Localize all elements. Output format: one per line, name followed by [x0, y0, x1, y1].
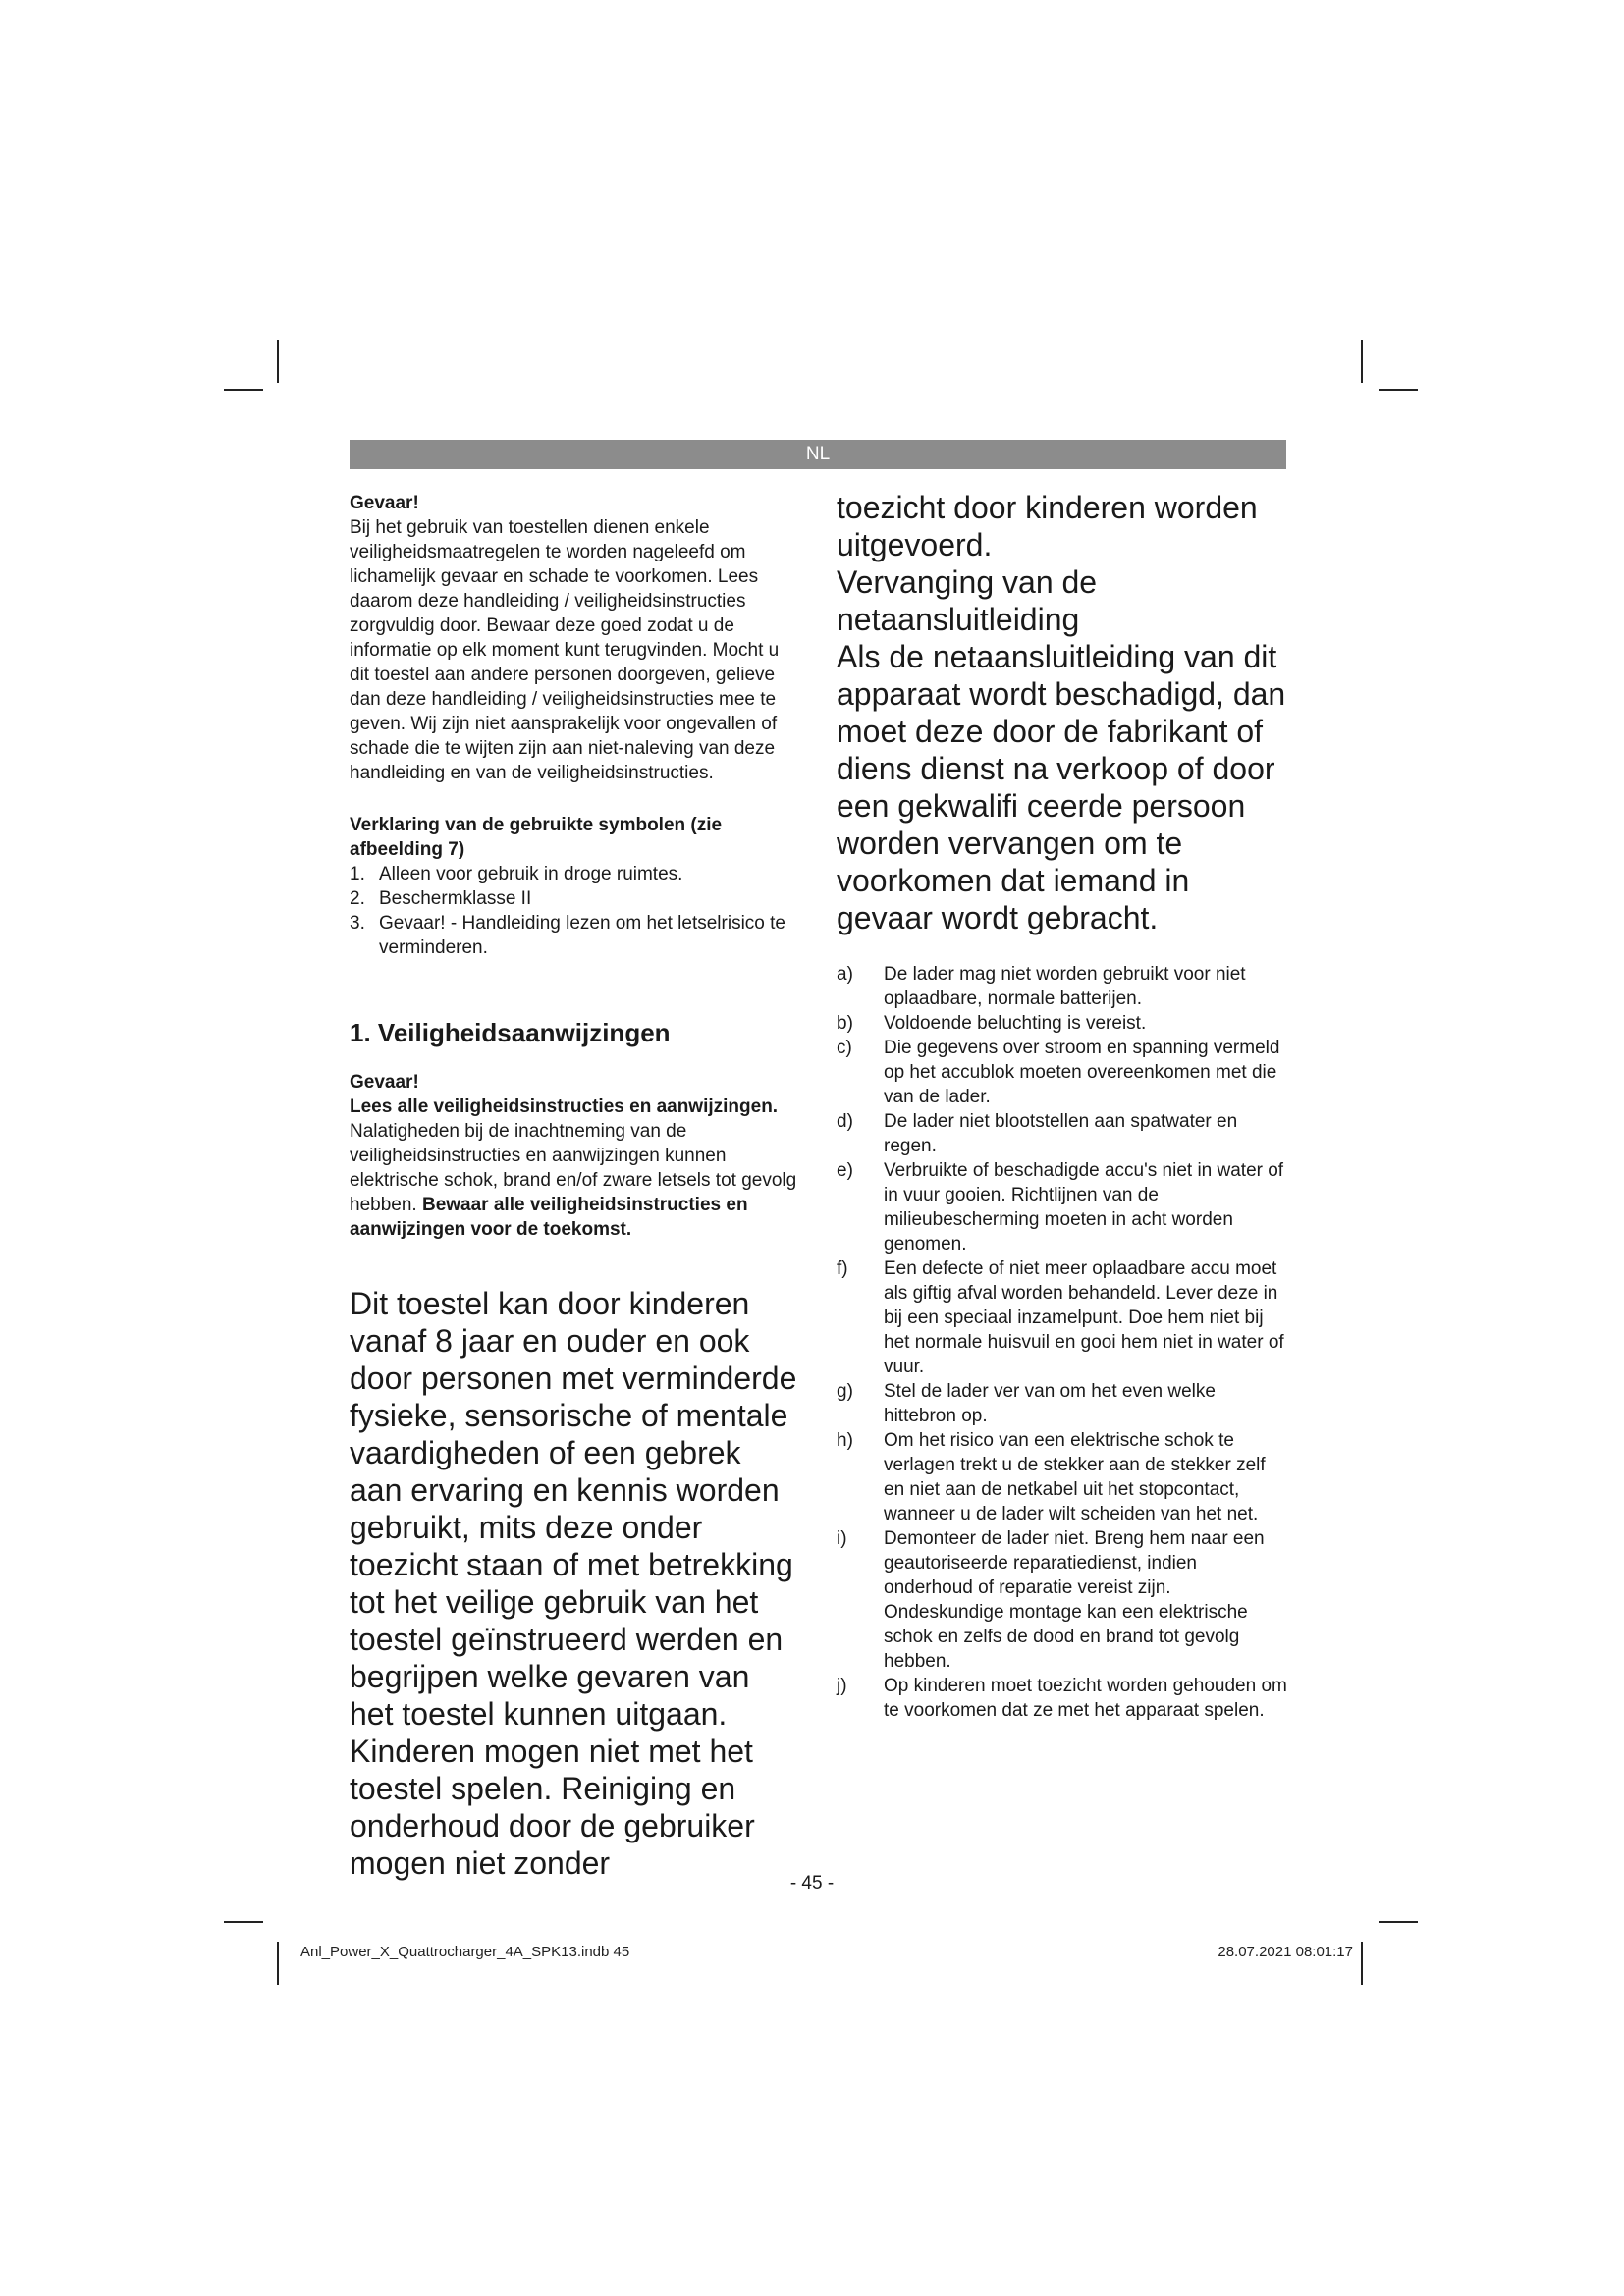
chapter-title: 1. Veiligheidsaanwijzingen [350, 1018, 671, 1047]
right-column [837, 489, 1288, 1723]
list-item: j) Op kinderen moet toezicht worden gehouden om te voorkomen dat ze met het apparaat spelen. [837, 1676, 1287, 1721]
list-item: b) Voldoende beluchting is vereist. [837, 1013, 1147, 1034]
cable-replacement-title: Vervanging van de netaansluitleiding [837, 564, 1098, 637]
list-item: f) Een defecte of niet meer oplaadbare accu moet als giftig afval worden behandeld. Lever deze in bij een speciaal inzamelpunt. Doe hem niet bij het normale huisvuil en gooi hem niet in water of vuur. [837, 1258, 1284, 1377]
list-item: 1. Alleen voor gebruik in droge ruimtes. [350, 864, 683, 884]
list-item: h) Om het risico van een elektrische schok te verlagen trekt u de stekker aan de stekker zelf en niet aan de netkabel uit het stopcontact, wanneer u de lader wilt scheiden van het net. [837, 1430, 1266, 1524]
children-notice-continued: toezicht door kinderen worden uitgevoerd. [837, 490, 1258, 562]
language-header: NL [350, 440, 1286, 469]
crop-mark [1361, 340, 1363, 383]
crop-mark [1379, 1921, 1418, 1923]
left-column [350, 491, 797, 1882]
crop-mark [277, 340, 279, 383]
chapter-body: Lees alle veiligheidsinstructies en aanwijzingen. Nalatigheden bij de inachtneming van de veiligheidsinstructies en aanwijzingen kunnen elektrische schok, brand en/of zware letsels tot gevolg hebben. Bewaar alle veiligheidsinstructies en aanwijzingen voor de toekomst. [350, 1096, 797, 1240]
crop-mark [1379, 389, 1418, 391]
list-item: e) Verbruikte of beschadigde accu's niet in water of in vuur gooien. Richtlijnen van de milieubescherming moeten in acht worden genomen. [837, 1160, 1284, 1255]
chapter-warning: Gevaar! [350, 1072, 419, 1093]
symbols-list [350, 862, 797, 960]
safety-list [837, 962, 1288, 1723]
warning-body: Bij het gebruik van toestellen dienen enkele veiligheidsmaatregelen te worden nageleefd om lichamelijk gevaar en schade te voorkomen. Lees daarom deze handleiding / veiligheidsinstructies zorgvuldig door. Bewaar deze goed zodat u de informatie op elk moment kunt terugvinden. Mocht u dit toestel aan andere personen doorgeven, gelieve dan deze handleiding / veiligheidsinstructies mee te geven. Wij zijn niet aansprakelijk voor ongevallen of schade die te wijten zijn aan niet-naleving van deze handleiding en van de veiligheidsinstructies. [350, 517, 780, 783]
list-item: d) De lader niet blootstellen aan spatwater en regen. [837, 1111, 1238, 1156]
crop-mark [224, 1921, 263, 1923]
crop-mark [1361, 1942, 1363, 1985]
warning-title: Gevaar! [350, 493, 419, 513]
cable-replacement-body: Als de netaansluitleiding van dit apparaat wordt beschadigd, dan moet deze door de fabrikant of diens dienst na verkoop of door een gekwalifi ceerde persoon worden vervangen om te voorkomen dat iemand in gevaar wordt gebracht. [837, 639, 1286, 935]
page-number: - 45 - [789, 1873, 835, 1894]
symbols-title: Verklaring van de gebruikte symbolen (zie afbeelding 7) [350, 815, 723, 860]
children-notice: Dit toestel kan door kinderen vanaf 8 jaar en ouder en ook door personen met verminderde fysieke, sensorische of mentale vaardigheden of een gebrek aan ervaring en kennis worden gebruikt, mits deze onder toezicht staan of met betrekking tot het veilige gebruik van het toestel geïnstrueerd werden en begrijpen welke gevaren van het toestel kunnen uitgaan. Kinderen mogen niet met het toestel spelen. Reiniging en onderhoud door de gebruiker mogen niet zonder [350, 1286, 797, 1881]
crop-mark [224, 389, 263, 391]
list-item: 2. Beschermklasse II [350, 888, 532, 909]
file-name: Anl_Power_X_Quattrocharger_4A_SPK13.indb 45 [300, 1944, 630, 1960]
list-item: 3. Gevaar! - Handleiding lezen om het letselrisico te verminderen. [350, 913, 785, 958]
list-item: a) De lader mag niet worden gebruikt voor niet oplaadbare, normale batterijen. [837, 964, 1246, 1009]
print-timestamp: 28.07.2021 08:01:17 [1218, 1944, 1353, 1960]
list-item: c) Die gegevens over stroom en spanning vermeld op het accublok moeten overeenkomen met die van de lader. [837, 1038, 1280, 1107]
list-item: i) Demonteer de lader niet. Breng hem naar een geautoriseerde reparatiedienst, indien onderhoud of reparatie vereist zijn. Ondeskundige montage kan een elektrische schok en zelfs de dood en brand tot gevolg hebben. [837, 1528, 1265, 1672]
list-item: g) Stel de lader ver van om het even welke hittebron op. [837, 1381, 1216, 1426]
crop-mark [277, 1942, 279, 1985]
